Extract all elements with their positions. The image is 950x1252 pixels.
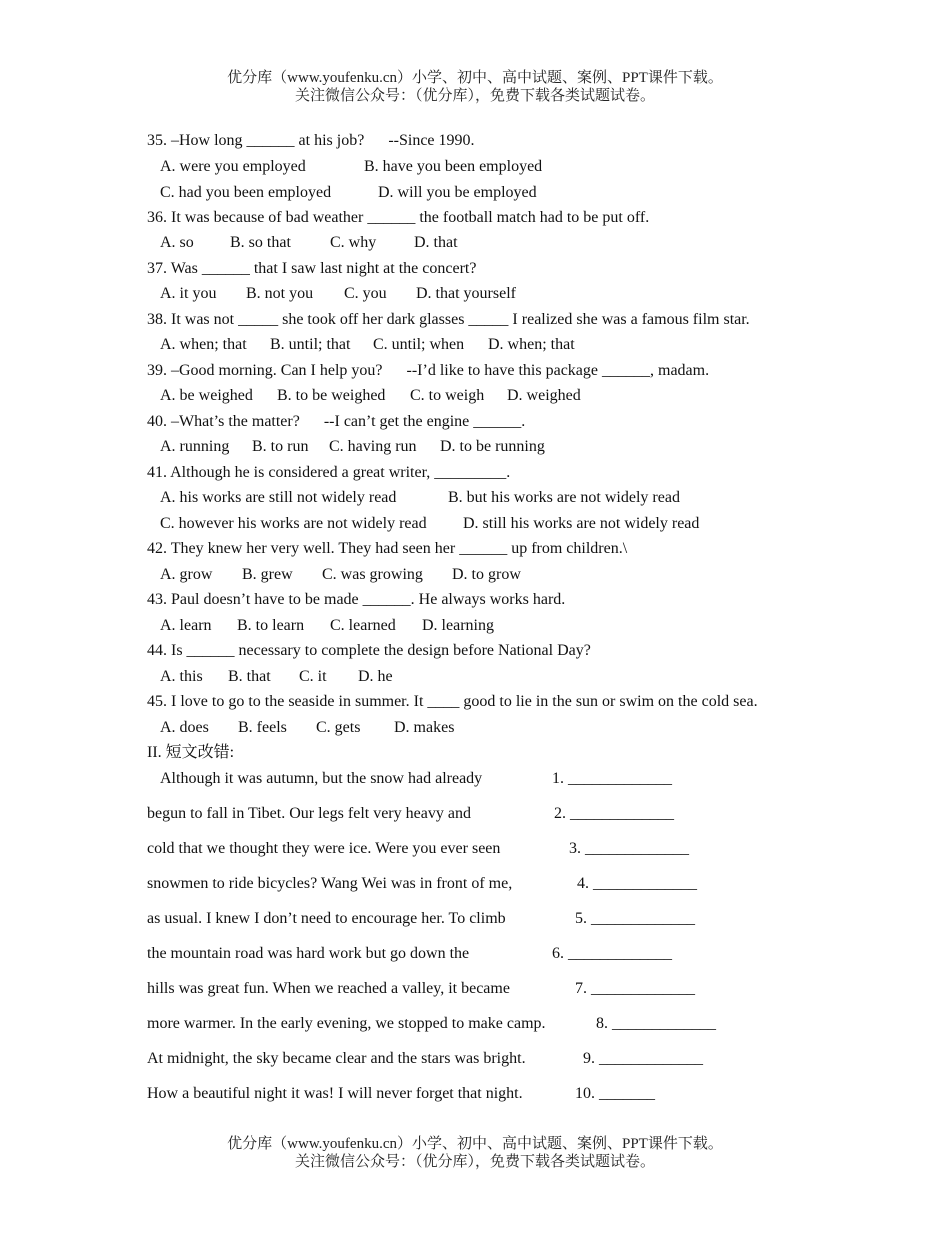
answer-blank-9[interactable]: 9. _____________ xyxy=(583,1050,703,1067)
passage-line-8: more warmer. In the early evening, we stopped to make camp. xyxy=(147,1015,546,1032)
answer-blank-5[interactable]: 5. _____________ xyxy=(575,910,695,927)
q45-option-a[interactable]: A. does xyxy=(160,719,209,736)
q36-option-d[interactable]: D. that xyxy=(414,234,458,251)
q44-option-b[interactable]: B. that xyxy=(228,668,271,685)
q43-option-b[interactable]: B. to learn xyxy=(237,617,305,634)
q35-option-d[interactable]: D. will you be employed xyxy=(378,184,537,201)
q42-option-c[interactable]: C. was growing xyxy=(322,566,423,583)
page-header xyxy=(0,69,950,105)
q45-option-b[interactable]: B. feels xyxy=(238,719,287,736)
q35-option-b[interactable]: B. have you been employed xyxy=(364,158,543,175)
answer-blank-2[interactable]: 2. _____________ xyxy=(554,805,674,822)
q37-option-a[interactable]: A. it you xyxy=(160,285,217,302)
question-38-stem: 38. It was not _____ she took off her dark glasses _____ I realized she was a famous film star. xyxy=(147,311,750,328)
q35-option-c[interactable]: C. had you been employed xyxy=(160,184,332,201)
q40-option-d[interactable]: D. to be running xyxy=(440,438,545,455)
q35-option-a[interactable]: A. were you employed xyxy=(160,158,306,175)
q40-option-b[interactable]: B. to run xyxy=(252,438,309,455)
q41-option-a[interactable]: A. his works are still not widely read xyxy=(160,489,397,506)
header-line-1: 优分库（www.youfenku.cn）小学、初中、高中试题、案例、PPT课件下载。 xyxy=(227,70,723,86)
q39-option-c[interactable]: C. to weigh xyxy=(410,387,485,404)
question-40-stem: 40. –What’s the matter? --I can’t get the engine ______. xyxy=(147,413,526,430)
passage-line-2: begun to fall in Tibet. Our legs felt very heavy and xyxy=(147,805,471,822)
passage-line-7: hills was great fun. When we reached a valley, it became xyxy=(147,980,510,997)
passage-line-10: How a beautiful night it was! I will never forget that night. xyxy=(147,1085,523,1102)
question-37-stem: 37. Was ______ that I saw last night at the concert? xyxy=(147,260,477,277)
passage-line-4: snowmen to ride bicycles? Wang Wei was in front of me, xyxy=(147,875,513,892)
q42-option-a[interactable]: A. grow xyxy=(160,566,213,583)
question-39-stem: 39. –Good morning. Can I help you? --I’d like to have this package ______, madam. xyxy=(147,362,710,379)
q43-option-c[interactable]: C. learned xyxy=(330,617,396,634)
answer-blank-3[interactable]: 3. _____________ xyxy=(569,840,689,857)
q44-option-c[interactable]: C. it xyxy=(299,668,327,685)
q38-option-c[interactable]: C. until; when xyxy=(373,336,465,353)
q41-option-c[interactable]: C. however his works are not widely read xyxy=(160,515,427,532)
q37-option-c[interactable]: C. you xyxy=(344,285,387,302)
q45-option-c[interactable]: C. gets xyxy=(316,719,361,736)
question-43-stem: 43. Paul doesn’t have to be made ______. He always works hard. xyxy=(147,591,566,608)
q39-option-a[interactable]: A. be weighed xyxy=(160,387,253,404)
answer-blank-7[interactable]: 7. _____________ xyxy=(575,980,695,997)
passage-line-5: as usual. I knew I don’t need to encourage her. To climb xyxy=(147,910,506,927)
q41-option-d[interactable]: D. still his works are not widely read xyxy=(463,515,700,532)
section-2-title: II. 短文改错: xyxy=(147,744,235,761)
q40-option-a[interactable]: A. running xyxy=(160,438,230,455)
header-line-2: 关注微信公众号：（优分库），免费下载各类试题试卷。 xyxy=(294,88,655,104)
question-44-stem: 44. Is ______ necessary to complete the design before National Day? xyxy=(147,642,591,659)
q37-option-b[interactable]: B. not you xyxy=(246,285,314,302)
q36-option-c[interactable]: C. why xyxy=(330,234,377,251)
answer-blank-1[interactable]: 1. _____________ xyxy=(552,770,672,787)
answer-blank-10[interactable]: 10. _______ xyxy=(575,1085,655,1102)
page-footer xyxy=(0,1135,950,1171)
question-35-stem: 35. –How long ______ at his job? --Since 1990. xyxy=(147,132,475,149)
q37-option-d[interactable]: D. that yourself xyxy=(416,285,516,302)
q36-option-a[interactable]: A. so xyxy=(160,234,194,251)
q42-option-b[interactable]: B. grew xyxy=(242,566,293,583)
q39-option-d[interactable]: D. weighed xyxy=(507,387,581,404)
question-45-stem: 45. I love to go to the seaside in summer. It ____ good to lie in the sun or swim on the cold sea. xyxy=(147,693,758,710)
q39-option-b[interactable]: B. to be weighed xyxy=(277,387,386,404)
q43-option-a[interactable]: A. learn xyxy=(160,617,212,634)
answer-blank-8[interactable]: 8. _____________ xyxy=(596,1015,716,1032)
q43-option-d[interactable]: D. learning xyxy=(422,617,494,634)
q44-option-d[interactable]: D. he xyxy=(358,668,393,685)
q40-option-c[interactable]: C. having run xyxy=(329,438,417,455)
passage-line-6: the mountain road was hard work but go down the xyxy=(147,945,470,962)
q44-option-a[interactable]: A. this xyxy=(160,668,203,685)
passage-line-3: cold that we thought they were ice. Were you ever seen xyxy=(147,840,501,857)
question-42-stem: 42. They knew her very well. They had seen her ______ up from children.\ xyxy=(147,540,628,557)
q38-option-d[interactable]: D. when; that xyxy=(488,336,575,353)
answer-blank-6[interactable]: 6. _____________ xyxy=(552,945,672,962)
answer-blank-4[interactable]: 4. _____________ xyxy=(577,875,697,892)
footer-line-2: 关注微信公众号：（优分库），免费下载各类试题试卷。 xyxy=(294,1154,655,1170)
passage-line-9: At midnight, the sky became clear and the stars was bright. xyxy=(147,1050,526,1067)
passage-line-1: Although it was autumn, but the snow had already xyxy=(160,770,483,787)
question-36-stem: 36. It was because of bad weather ______ the football match had to be put off. xyxy=(147,209,650,226)
q41-option-b[interactable]: B. but his works are not widely read xyxy=(448,489,680,506)
q42-option-d[interactable]: D. to grow xyxy=(452,566,521,583)
question-41-stem: 41. Although he is considered a great writer, _________. xyxy=(147,464,511,481)
footer-line-1: 优分库（www.youfenku.cn）小学、初中、高中试题、案例、PPT课件下载。 xyxy=(227,1136,723,1152)
q36-option-b[interactable]: B. so that xyxy=(230,234,291,251)
q38-option-b[interactable]: B. until; that xyxy=(270,336,351,353)
q38-option-a[interactable]: A. when; that xyxy=(160,336,247,353)
q45-option-d[interactable]: D. makes xyxy=(394,719,455,736)
